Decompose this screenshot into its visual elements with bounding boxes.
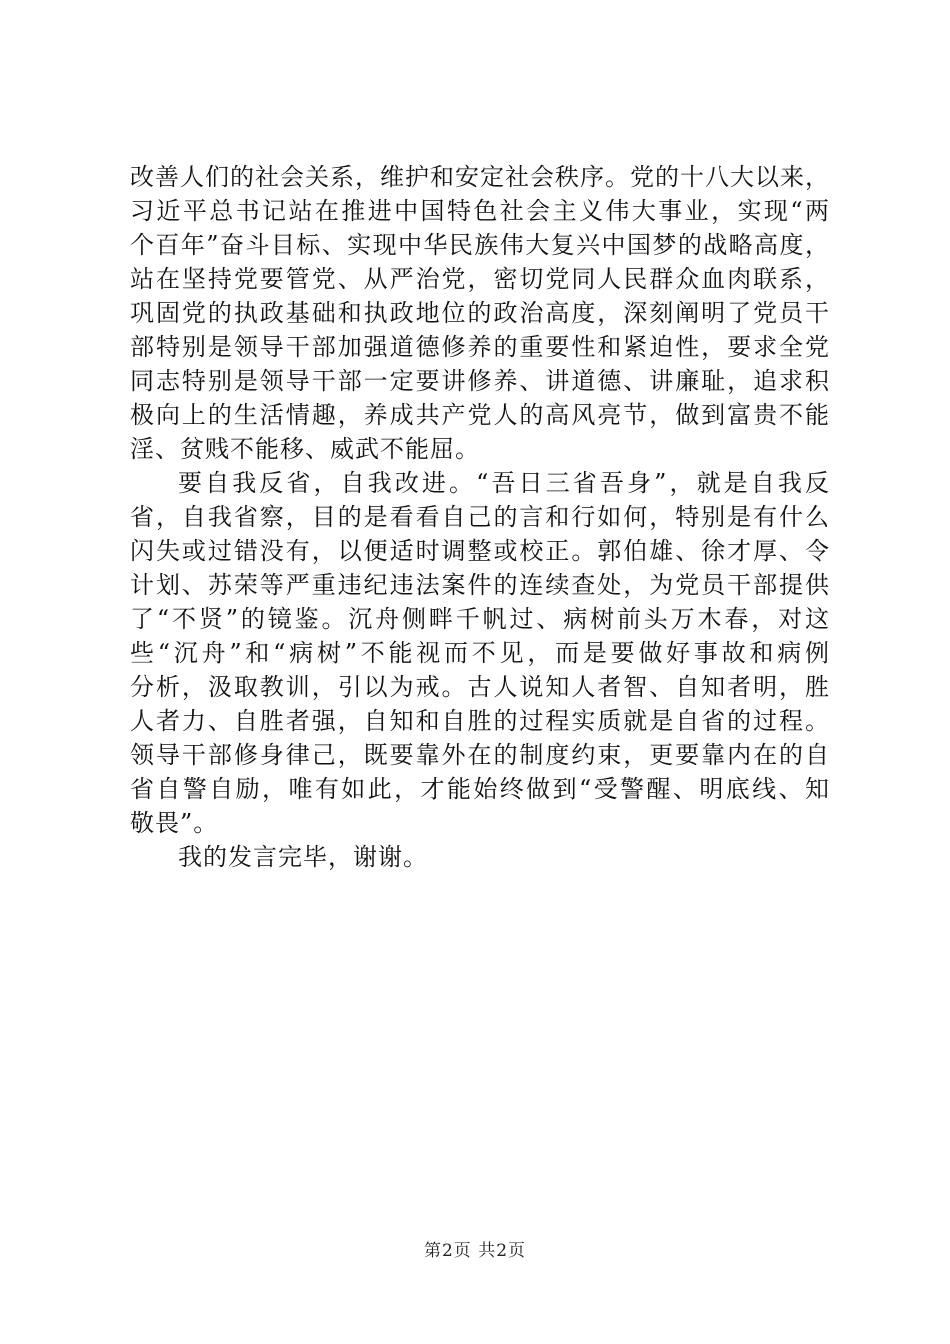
text-line: 个百年”奋斗目标、实现中华民族伟大复兴中国梦的战略高度， xyxy=(130,231,830,259)
text-line: 习近平总书记站在推进中国特色社会主义伟大事业，实现“两 xyxy=(130,197,830,225)
page-number-footer: 第2页 共2页 xyxy=(423,1241,527,1261)
text-line: 省，自我省察，目的是看看自己的言和行如何，特别是有什么 xyxy=(130,503,830,531)
text-line: 淫、贫贱不能移、威武不能屈。 xyxy=(130,435,480,463)
text-line: 敬畏”。 xyxy=(130,809,219,837)
text-line: 站在坚持党要管党、从严治党，密切党同人民群众血肉联系， xyxy=(130,265,830,293)
paragraph-first-line: 要自我反省，自我改进。“吾日三省吾身”，就是自我反 xyxy=(178,469,830,497)
text-line: 些“沉舟”和“病树”不能视而不见，而是要做好事故和病例 xyxy=(130,639,830,667)
text-line: 同志特别是领导干部一定要讲修养、讲道德、讲廉耻，追求积 xyxy=(130,367,830,395)
text-line: 了“不贤”的镜鉴。沉舟侧畔千帆过、病树前头万木春，对这 xyxy=(130,605,830,633)
text-line: 部特别是领导干部加强道德修养的重要性和紧迫性，要求全党 xyxy=(130,333,830,361)
document-body xyxy=(130,160,830,874)
text-line: 巩固党的执政基础和执政地位的政治高度，深刻阐明了党员干 xyxy=(130,299,830,327)
text-line: 计划、苏荣等严重违纪违法案件的连续查处，为党员干部提供 xyxy=(130,571,830,599)
text-line: 改善人们的社会关系，维护和安定社会秩序。党的十八大以来， xyxy=(130,163,830,191)
text-line: 分析，汲取教训，引以为戒。古人说知人者智、自知者明，胜 xyxy=(130,673,830,701)
text-line: 省自警自励，唯有如此，才能始终做到“受警醒、明底线、知 xyxy=(130,775,830,803)
text-line: 人者力、自胜者强，自知和自胜的过程实质就是自省的过程。 xyxy=(130,707,830,735)
text-line: 领导干部修身律己，既要靠外在的制度约束，更要靠内在的自 xyxy=(130,741,830,769)
text-line: 闪失或过错没有，以便适时调整或校正。郭伯雄、徐才厚、令 xyxy=(130,537,830,565)
paragraph-first-line: 我的发言完毕，谢谢。 xyxy=(178,843,428,871)
text-line: 极向上的生活情趣，养成共产党人的高风亮节，做到富贵不能 xyxy=(130,401,830,429)
